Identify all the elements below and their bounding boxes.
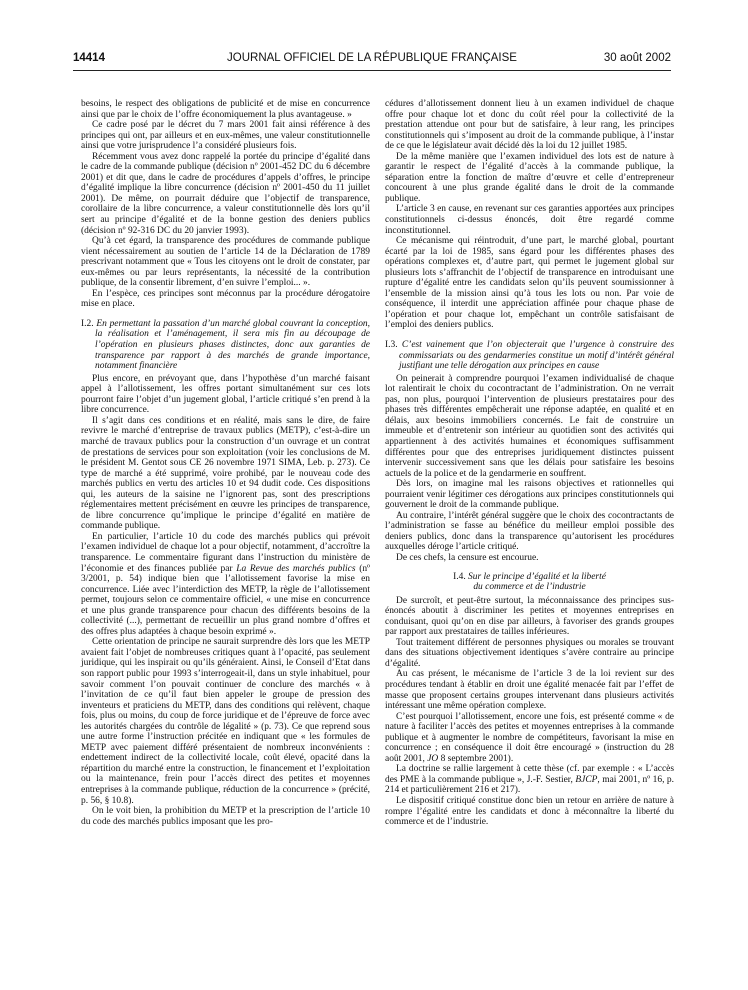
text-run: 8 septembre 2001). (438, 753, 514, 764)
paragraph: Il s’agit dans ces conditions et en réalité, mais sans le dire, de faire revivre le marché d’entreprise de travaux publics (METP), c’est-à-dire un marché de travaux publics pour la construction d’un ouvrage et un contrat de prestations de services pour son exploitation (voir les conclusions de M. le président M. Gentot sous CE 26 novembre 1971 SIMA, Leb. p. 273). Ce type de marché a été supprimé, voire prohibé, par le nouveau code des marchés publics en vertu des articles 10 et 94 dudit code. Ces dispositions qui, les auteurs de la saisine ne l’ignorent pas, sont des prescriptions réglementaires mettent précisément en œuvre les principes de transparence, de libre concurrence qu’implique le principe d’égalité en matière de commande publique. (81, 415, 370, 532)
section-title-line: du commerce et de l’industrie (473, 582, 586, 593)
section-heading-i4 (385, 572, 674, 593)
paragraph: On le voit bien, la prohibition du METP et la prescription de l’article 10 du code des marchés publics imposant que les pro- (81, 806, 370, 827)
journal-abbrev: BJCP (575, 774, 598, 785)
paragraph: cédures d’allotissement donnent lieu à un examen individuel de chaque offre pour chaque lot et donc du coût réel pour la collectivité de la prestation attendue ont pour but de satisfaire, à leur rang, les principes constitutionnels qui s’imposent au droit de la commande publique, à l’instar de ce que le législateur avait décidé dès la loi du 12 juillet 1985. (385, 99, 674, 152)
paragraph: Au cas présent, le mécanisme de l’article 3 de la loi revient sur des procédures tendant à établir en droit une égalité menacée fait par l’effet de masse que proposent certains groupes intervenant dans plusieurs activités intéressant une même opération complexe. (385, 669, 674, 712)
paragraph: On peinerait à comprendre pourquoi l’examen individualisé de chaque lot ralentirait le choix du cocontractant de l’administration. On ne verrait pas, non plus, pourquoi l’intervention de plusieurs prestataires pour des phases très différentes empêcherait une réponse adaptée, en qualité et en délais, aux besoins immobiliers concernés. Le fait de construire un immeuble et d’entretenir son intérieur au quotidien sont des activités qui appartiennent à des activités humaines et économiques suffisamment différentes pour que des entreprises juridiquement distinctes puissent intervenir successivement sans que les délais pour satisfaire les besoins actuels de la police et de la gendarmerie en souffrent. (385, 373, 674, 479)
section-title-line: Sur le principe d’égalité et la liberté (468, 571, 606, 582)
text-run: En particulier, l’article 10 du code des marchés publics qui prévoit l’examen individuel de chaque lot a pour objectif, notamment, d’accroître la transparence. Le commentaire figurant dans l’instruction du ministère de l’économie et des finances publiée par (81, 531, 370, 574)
section-title: En permettant la passation d’un marché global couvrant la conception, la réalisation et l’aménagement, il sera mis fin au découpage de l’opération en plusieurs phases distinctes, donc aux garanties de transparence par rapport à des marchés de grande importance, notamment financière (95, 318, 370, 372)
paragraph: De la même manière que l’examen individuel des lots est de nature à garantir le respect de l’égalité d’accès à la commande publique, la séparation entre la fonction de maître d’œuvre et celle d’entrepreneur concourent à une plus grande égalité dans le droit de la commande publique. (385, 151, 674, 204)
paragraph (385, 764, 674, 796)
text-run: La doctrine se rallie largement à cette thèse (cf. par exemple : « L’accès des PME à la commande publique », J.-F. Sestier, (385, 764, 674, 785)
section-number: I.3. (385, 340, 398, 351)
paragraph: Ce mécanisme qui réintroduit, d’une part, le marché global, pourtant écarté par la loi de 1985, sans égard pour les différentes phases des opérations complexes et, d’autre part, qui permet le jugement global sur plusieurs lots s’affranchit de l’objectif de transparence en introduisant une rupture d’égalité entre les candidats selon qu’ils peuvent soumissionner à l’ensemble de la mission ainsi qu’à tous les lots ou non. Par voie de conséquence, il interdit une appréciation affinée pour chaque phase de l’opération et pour chaque lot, empêchant un contrôle satisfaisant de l’emploi des deniers publics. (385, 236, 674, 331)
paragraph: Plus encore, en prévoyant que, dans l’hypothèse d’un marché faisant appel à l’allotissement, les offres portant simultanément sur ces lots pourront faire l’objet d’un jugement global, l’article critiqué s’en prend à la libre concurrence. (81, 373, 370, 416)
paragraph: Le dispositif critiqué constitue donc bien un retour en arrière de nature à rompre l’égalité entre les candidats et donc à méconnaître la liberté du commerce et de l’industrie. (385, 796, 674, 828)
text-run: (nº 3/2001, p. 54) indique bien que l’allotissement favorise la mise en concurrence. Liée avec l’interdiction des METP, la règle de l’allotissement permet, toujours selon ce commentaire officiel, « une mise en concurrence et une plus grande transparence pour chacun des différents besoins de la collectivité (...), permettant de recueillir un plus grand nombre d’offres et des offres plus adaptées à chaque besoin exprimé ». (81, 563, 370, 637)
publication-date: 30 août 2002 (603, 52, 671, 64)
paragraph: De ces chefs, la censure est encourue. (396, 552, 539, 563)
text-run: C’est pourquoi l’allotissement, encore une fois, est présenté comme « de nature à faciliter l’accès des petites et moyennes entreprises à la commande publique et à augmenter le nombre de compétiteurs, favorisant la mise en concurrence ; en conséquence il doit être encouragé » (instruction du 28 août 2001, (385, 711, 674, 764)
section-heading-i2 (81, 319, 370, 372)
paragraph: Cette orientation de principe ne saurait surprendre dès lors que les METP avaient fait l’objet de nombreuses critiques quant à l’opacité, pas seulement juridique, qui les inspirait ou qu’ils généraient. Ainsi, le Conseil d’Etat dans son rapport public pour 1993 s’interrogeait-il, dans un style inhabituel, pour savoir comment l’on pouvait continuer de conclure des marchés « à l’invitation de ce qu’il faut bien appeler le groupe de pression des inventeurs et praticiens du METP, dans des conditions qui relèvent, chaque fois, plus ou moins, du coup de force juridique et de l’épreuve de force avec les autorités chargées du contrôle de légalité » (p. 73). Ce que reprend sous une autre forme l’instruction précitée en indiquant que « les formules de METP avec paiement différé présentaient de nombreux inconvénients : endettement indirect de la collectivité locale, coût élevé, opacité dans la répartition du marché entre la construction, le financement et l’exploitation ou la maintenance, frein pour l’accès direct des petites et moyennes entreprises à la commande publique, réduction de la concurrence » (précité, p. 56, § 10.8). (81, 637, 370, 806)
journal-abbrev: JO (427, 753, 439, 764)
right-column (385, 99, 674, 828)
section-number: I.4. (453, 571, 466, 582)
section-title: C’est vainement que l’on objecterait que l’urgence à construire des commissariats ou des gendarmeries constitue un motif d’intérêt général justifiant une telle dérogation aux principes en cause (399, 340, 674, 372)
page-number: 14414 (73, 52, 105, 64)
paragraph: Au contraire, l’intérêt général suggère que le choix des cocontractants de l’administration se fasse au bénéfice du meilleur emploi possible des deniers publics, donc dans la transparence qu’autorisent les procédures auxquelles déroge l’article critiqué. (385, 510, 674, 553)
paragraph (81, 532, 370, 637)
paragraph: Récemment vous avez donc rappelé la portée du principe d’égalité dans le cadre de la commande publique (décision nº 2001-452 DC du 6 décembre 2001) et dit que, dans le cadre de procédures d’appels d’offres, le principe d’égalité implique la libre concurrence (décision nº 2001-450 du 11 juillet 2001). De même, on pourrait déduire que l’objectif de transparence, corollaire de la libre concurrence, a valeur constitutionnelle dès lors qu’il sert au principe d’égalité et de la bonne gestion des deniers publics (décision nº 92-316 DC du 20 janvier 1993). (81, 151, 370, 236)
journal-title: JOURNAL OFFICIEL DE LA RÉPUBLIQUE FRANÇAISE (227, 52, 517, 64)
text-run: , mai 2001, nº 16, p. 214 et particulièrement 216 et 217). (385, 774, 675, 796)
paragraph: De surcroît, et peut-être surtout, la méconnaissance des principes sus-énoncés aboutit à discriminer les petites et moyennes entreprises en conduisant, quoi qu’on en dise par ailleurs, à favoriser des grands groupes par rapport aux prestataires de tailles inférieures. (385, 595, 674, 638)
paragraph (385, 712, 674, 765)
paragraph: En l’espèce, ces principes sont méconnus par la procédure dérogatoire mise en place. (81, 288, 370, 310)
left-column (81, 99, 370, 827)
journal-name: La Revue des marchés publics (236, 563, 356, 574)
section-heading-i3 (385, 340, 674, 372)
paragraph: L’article 3 en cause, en revenant sur ces garanties apportées aux principes constitutionnels ci-dessus énoncés, doit être regardé comme inconstitutionnel. (385, 204, 674, 236)
page-header (73, 50, 671, 71)
section-number: I.2. (81, 318, 94, 329)
paragraph: Ce cadre posé par le décret du 7 mars 2001 fait ainsi référence à des principes qui ont, par ailleurs et en eux-mêmes, une valeur constitutionnelle ainsi que votre jurisprudence l’a considéré plusieurs fois. (81, 120, 370, 152)
paragraph: Qu’à cet égard, la transparence des procédures de commande publique vient nécessairement au soutien de l’article 14 de la Déclaration de 1789 prescrivant notamment que « Tous les citoyens ont le droit de constater, par eux-mêmes ou par leurs représentants, la nécessité de la contribution publique, de la consentir librement, d’en suivre l’emploi... ». (81, 236, 370, 289)
paragraph: Dès lors, on imagine mal les raisons objectives et rationnelles qui pourraient venir légitimer ces dérogations aux principes constitutionnels qui gouvernent le droit de la commande publique. (385, 479, 674, 511)
paragraph: Tout traitement différent de personnes physiques ou morales se trouvant dans des situations objectivement identiques s’avère contraire au principe d’égalité. (385, 637, 674, 669)
paragraph: besoins, le respect des obligations de publicité et de mise en concurrence ainsi que par le choix de l’offre économiquement la plus avantageuse. » (81, 99, 370, 120)
